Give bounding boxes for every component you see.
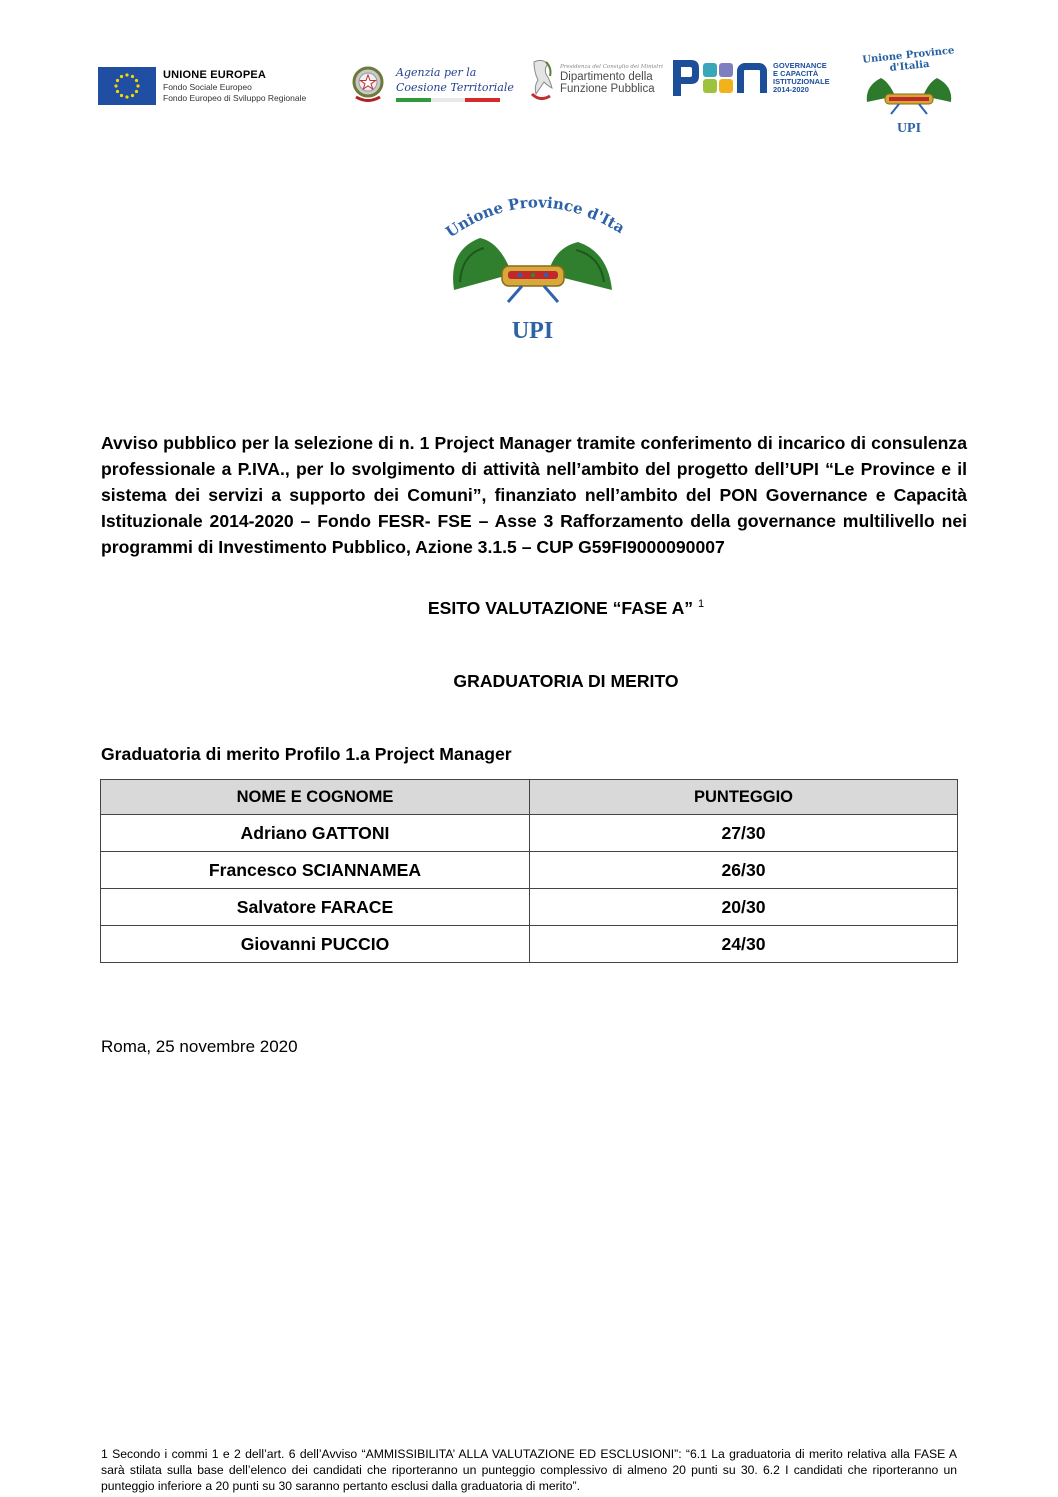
upi-center-logo: [440, 190, 625, 350]
table-row: [101, 889, 958, 926]
dipartimento-funzione-pubblica-logo: [530, 58, 663, 102]
header-name: NOME E COGNOME: [101, 780, 530, 815]
dfp-line2: Funzione Pubblica: [560, 82, 655, 95]
agency-coesione-logo: [350, 64, 514, 104]
table-row: [101, 852, 958, 889]
table-header-row: [101, 780, 958, 815]
candidate-score: 20/30: [530, 889, 958, 926]
italian-flag-bar: [396, 98, 500, 102]
header-score: PUNTEGGIO: [530, 780, 958, 815]
agency-line1: Agenzia per la: [396, 65, 477, 79]
place-date: Roma, 25 novembre 2020: [101, 1037, 298, 1056]
upi-emblem-icon: [440, 190, 625, 315]
pon-color-grid: [703, 63, 733, 93]
pon-line2: E CAPACITÀ: [773, 69, 819, 79]
footnote: 1 Secondo i commi 1 e 2 dell’art. 6 dell’Avviso “AMMISSIBILITA’ ALLA VALUTAZIONE ED ESCLUSIONI”: “6.1 La graduatoria di merito relativa alla FASE A sarà stilata sulla base dell’elenco dei candidati che riporteranno un punteggio complessivo di almeno 20 punti su 30. 6.2 I candidati che riporteranno un punteggio inferiore a 20 punti su 30 saranno pertanto esclusi dalla graduatoria di merito”.: [101, 1447, 957, 1493]
candidate-name: Francesco SCIANNAMEA: [101, 852, 530, 889]
section-title-text: ESITO VALUTAZIONE “FASE A”: [427, 598, 694, 618]
eu-flag-icon: [98, 67, 156, 105]
pon-line3: ISTITUZIONALE: [773, 77, 830, 86]
upi-small-logo: [856, 45, 962, 137]
pon-line1: GOVERNANCE: [773, 61, 827, 71]
eu-logo: [98, 67, 306, 105]
upi-center-label: UPI: [511, 318, 554, 344]
upi-crown-icon: [859, 72, 959, 116]
table-row: [101, 926, 958, 963]
candidate-name: Salvatore FARACE: [101, 889, 530, 926]
svg-text:Unione Province d'Italia: [440, 190, 625, 241]
table-row: [101, 815, 958, 852]
agency-line2: Coesione Territoriale: [396, 80, 514, 94]
table-caption: Graduatoria di merito Profilo 1.a Project Manager: [101, 744, 512, 764]
candidate-name: Giovanni PUCCIO: [101, 926, 530, 963]
header-logos: [98, 45, 968, 140]
candidate-score: 26/30: [530, 852, 958, 889]
ranking-table: [100, 779, 958, 963]
upi-small-arc-text: Unione Province d'Italia: [861, 45, 955, 75]
italy-map-icon: [530, 58, 554, 102]
footnote-ref[interactable]: 1: [698, 598, 705, 611]
subtitle: GRADUATORIA DI MERITO: [453, 671, 679, 691]
candidate-score: 24/30: [530, 926, 958, 963]
eu-title: UNIONE EUROPEA: [163, 69, 267, 81]
section-title: [101, 598, 1031, 619]
upi-center-arc-text: Unione Province d'It: [442, 193, 619, 242]
pon-n-glyph: [737, 63, 767, 93]
pon-logo: [673, 60, 830, 96]
candidate-name: Adriano GATTONI: [101, 815, 530, 852]
pon-line4: 2014-2020: [773, 84, 809, 94]
eu-line1: Fondo Sociale Europeo: [163, 82, 252, 92]
intro-paragraph: Avviso pubblico per la selezione di n. 1 Project Manager tramite conferimento di incarico di consulenza professionale a P.IVA., per lo svolgimento di attività nell’ambito del progetto dell’UPI “Le Province e il sistema dei servizi a supporto dei Comuni”, finanziato nell’ambito del PON Governance e Capacità Istituzionale 2014-2020 – Fondo FESR- FSE – Asse 3 Rafforzamento della governance multilivello nei programmi di Investimento Pubblico, Azione 3.1.5 – CUP G59FI9000090007: [101, 433, 967, 557]
eu-line2: Fondo Europeo di Sviluppo Regionale: [163, 92, 307, 103]
pon-p-glyph: [673, 60, 699, 96]
dfp-line1: Dipartimento della: [560, 70, 653, 83]
italian-emblem-icon: [350, 64, 386, 104]
candidate-score: 27/30: [530, 815, 958, 852]
upi-small-label: UPI: [896, 121, 922, 136]
dfp-small-text: Presidenza del Consiglio dei Ministri: [560, 64, 663, 71]
